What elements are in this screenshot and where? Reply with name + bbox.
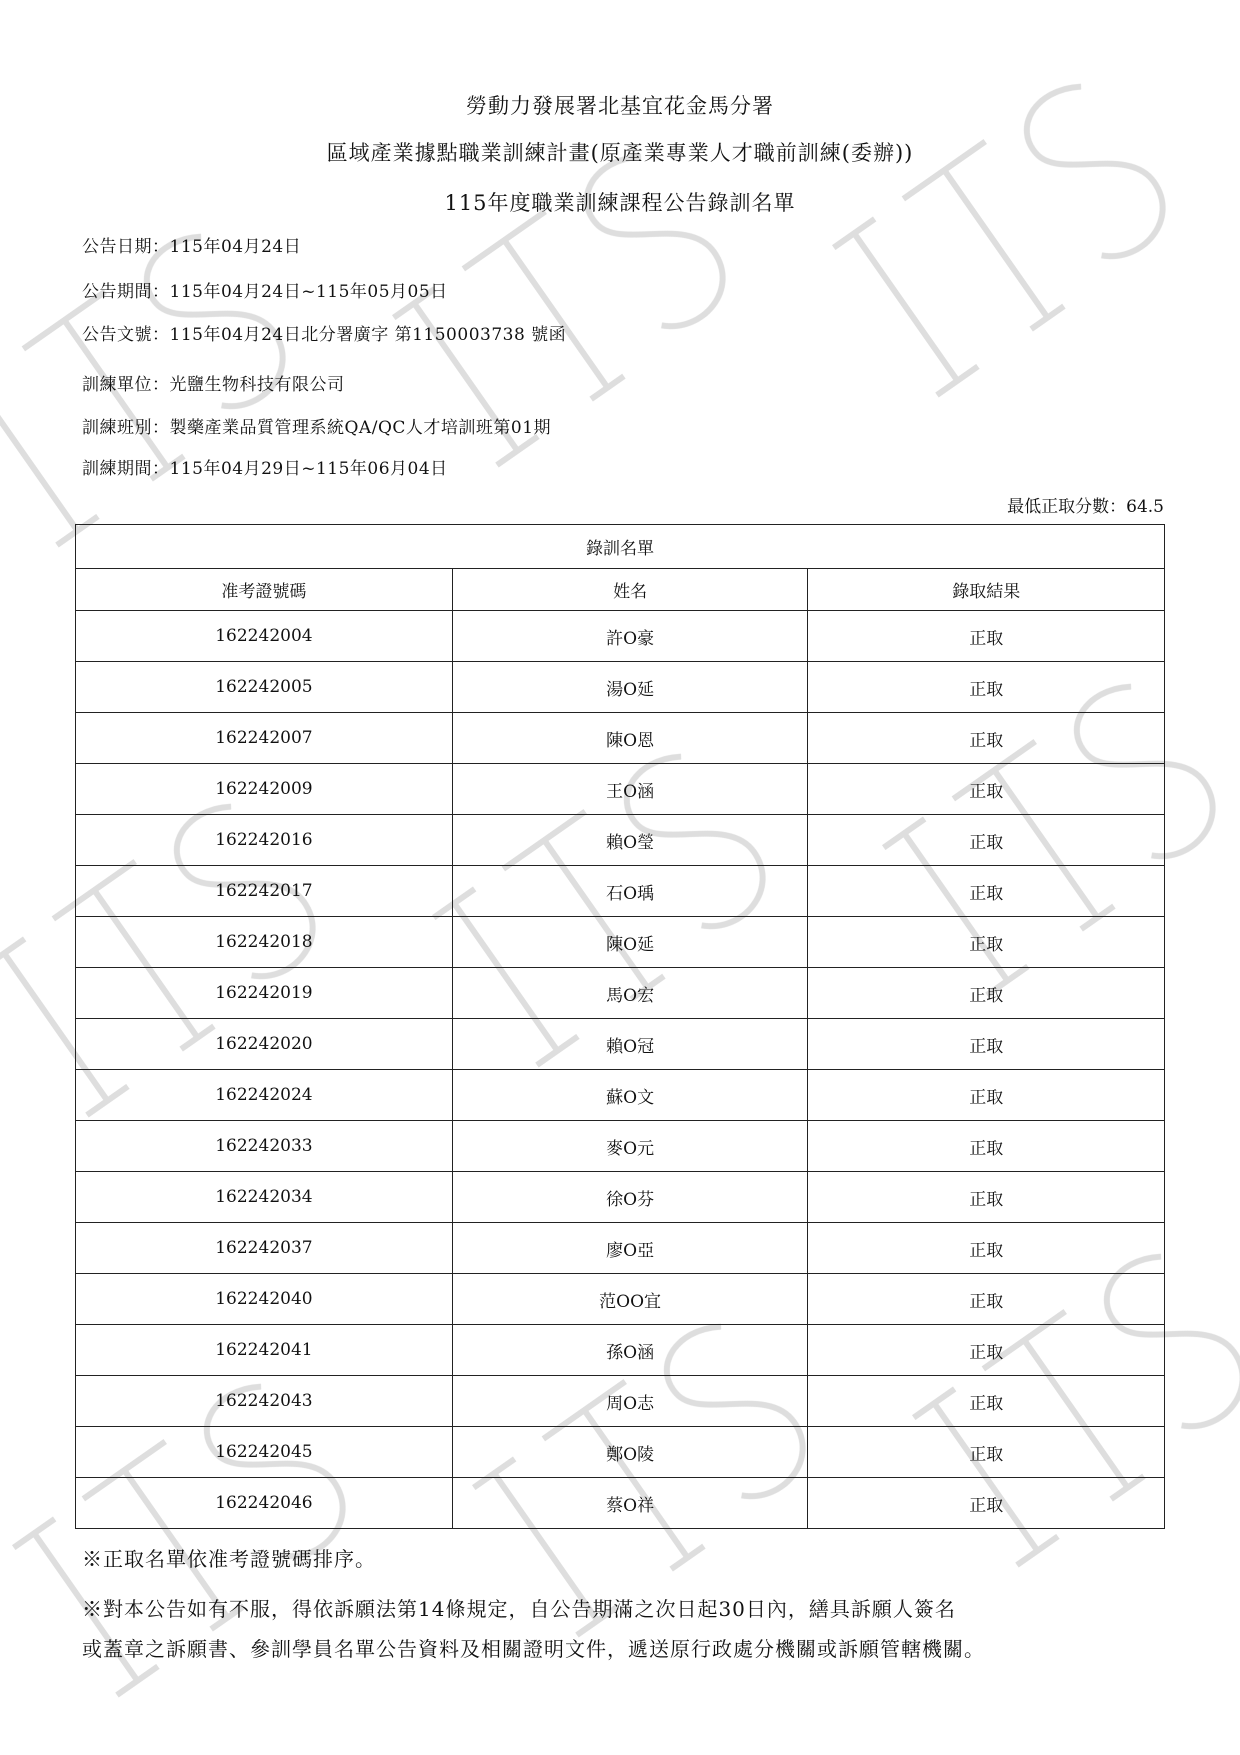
column-header-name: 姓名 <box>452 569 808 611</box>
exam-number-cell: 162242034 <box>76 1172 453 1223</box>
table-row <box>76 1172 1165 1223</box>
exam-number-cell: 162242041 <box>76 1325 453 1376</box>
exam-number-cell: 162242018 <box>76 917 453 968</box>
table-row <box>76 1223 1165 1274</box>
table-row <box>76 1427 1165 1478</box>
table-caption: 錄訓名單 <box>76 525 1165 569</box>
name-cell: 蔡O祥 <box>452 1478 808 1529</box>
name-cell: 周O志 <box>452 1376 808 1427</box>
name-cell: 蘇O文 <box>452 1070 808 1121</box>
result-cell: 正取 <box>808 815 1165 866</box>
result-cell: 正取 <box>808 1121 1165 1172</box>
name-cell: 陳O恩 <box>452 713 808 764</box>
table-row <box>76 1274 1165 1325</box>
document-title: 115年度職業訓練課程公告錄訓名單 <box>444 191 796 215</box>
name-cell: 孫O涵 <box>452 1325 808 1376</box>
exam-number-cell: 162242033 <box>76 1121 453 1172</box>
appeal-note-line-2: 或蓋章之訴願書、參訓學員名單公告資料及相關證明文件，遞送原行政處分機關或訴願管轄機關。 <box>82 1637 985 1661</box>
training-unit: 訓練單位：光鹽生物科技有限公司 <box>82 375 345 395</box>
program-title: 區域產業據點職業訓練計畫(原產業專業人才職前訓練(委辦)) <box>326 141 914 165</box>
minimum-score: 最低正取分數：64.5 <box>1007 497 1164 517</box>
result-cell: 正取 <box>808 1325 1165 1376</box>
result-cell: 正取 <box>808 1427 1165 1478</box>
exam-number-cell: 162242045 <box>76 1427 453 1478</box>
table-row <box>76 917 1165 968</box>
result-cell: 正取 <box>808 764 1165 815</box>
table-row <box>76 662 1165 713</box>
document-number: 公告文號：115年04月24日北分署廣字 第1150003738 號函 <box>82 325 567 345</box>
result-cell: 正取 <box>808 1223 1165 1274</box>
name-cell: 許O豪 <box>452 611 808 662</box>
result-cell: 正取 <box>808 1172 1165 1223</box>
announce-period: 公告期間：115年04月24日~115年05月05日 <box>82 282 448 302</box>
admission-table <box>75 524 1165 1529</box>
result-cell: 正取 <box>808 1070 1165 1121</box>
appeal-note-line-1: ※對本公告如有不服，得依訴願法第14條規定，自公告期滿之次日起30日內，繕具訴願人簽名 <box>82 1597 956 1621</box>
result-cell: 正取 <box>808 866 1165 917</box>
result-cell: 正取 <box>808 713 1165 764</box>
name-cell: 湯O延 <box>452 662 808 713</box>
table-row <box>76 1121 1165 1172</box>
table-row <box>76 713 1165 764</box>
name-cell: 賴O瑩 <box>452 815 808 866</box>
table-row <box>76 815 1165 866</box>
column-header-exam-number: 准考證號碼 <box>76 569 453 611</box>
table-row <box>76 764 1165 815</box>
result-cell: 正取 <box>808 1019 1165 1070</box>
table-row <box>76 611 1165 662</box>
exam-number-cell: 162242005 <box>76 662 453 713</box>
name-cell: 陳O延 <box>452 917 808 968</box>
exam-number-cell: 162242019 <box>76 968 453 1019</box>
agency-title: 勞動力發展署北基宜花金馬分署 <box>466 94 774 118</box>
result-cell: 正取 <box>808 611 1165 662</box>
table-row <box>76 1376 1165 1427</box>
name-cell: 鄭O陵 <box>452 1427 808 1478</box>
exam-number-cell: 162242016 <box>76 815 453 866</box>
name-cell: 王O涵 <box>452 764 808 815</box>
training-period: 訓練期間：115年04月29日~115年06月04日 <box>82 459 448 479</box>
name-cell: 廖O亞 <box>452 1223 808 1274</box>
name-cell: 馬O宏 <box>452 968 808 1019</box>
table-row <box>76 866 1165 917</box>
table-row <box>76 1019 1165 1070</box>
exam-number-cell: 162242017 <box>76 866 453 917</box>
table-row <box>76 1070 1165 1121</box>
result-cell: 正取 <box>808 1376 1165 1427</box>
name-cell: 徐O芬 <box>452 1172 808 1223</box>
exam-number-cell: 162242024 <box>76 1070 453 1121</box>
result-cell: 正取 <box>808 968 1165 1019</box>
sort-note: ※正取名單依准考證號碼排序。 <box>82 1547 376 1571</box>
name-cell: 范OO宜 <box>452 1274 808 1325</box>
result-cell: 正取 <box>808 917 1165 968</box>
name-cell: 賴O冠 <box>452 1019 808 1070</box>
exam-number-cell: 162242009 <box>76 764 453 815</box>
exam-number-cell: 162242007 <box>76 713 453 764</box>
exam-number-cell: 162242037 <box>76 1223 453 1274</box>
table-row <box>76 968 1165 1019</box>
name-cell: 石O瑀 <box>452 866 808 917</box>
exam-number-cell: 162242040 <box>76 1274 453 1325</box>
exam-number-cell: 162242020 <box>76 1019 453 1070</box>
exam-number-cell: 162242043 <box>76 1376 453 1427</box>
table-row <box>76 1478 1165 1529</box>
announce-date: 公告日期：115年04月24日 <box>82 237 302 257</box>
exam-number-cell: 162242046 <box>76 1478 453 1529</box>
result-cell: 正取 <box>808 1274 1165 1325</box>
table-row <box>76 1325 1165 1376</box>
exam-number-cell: 162242004 <box>76 611 453 662</box>
result-cell: 正取 <box>808 662 1165 713</box>
column-header-result: 錄取結果 <box>808 569 1165 611</box>
result-cell: 正取 <box>808 1478 1165 1529</box>
training-class: 訓練班別：製藥產業品質管理系統QA/QC人才培訓班第01期 <box>82 418 552 438</box>
name-cell: 麥O元 <box>452 1121 808 1172</box>
table-body <box>76 611 1165 1529</box>
